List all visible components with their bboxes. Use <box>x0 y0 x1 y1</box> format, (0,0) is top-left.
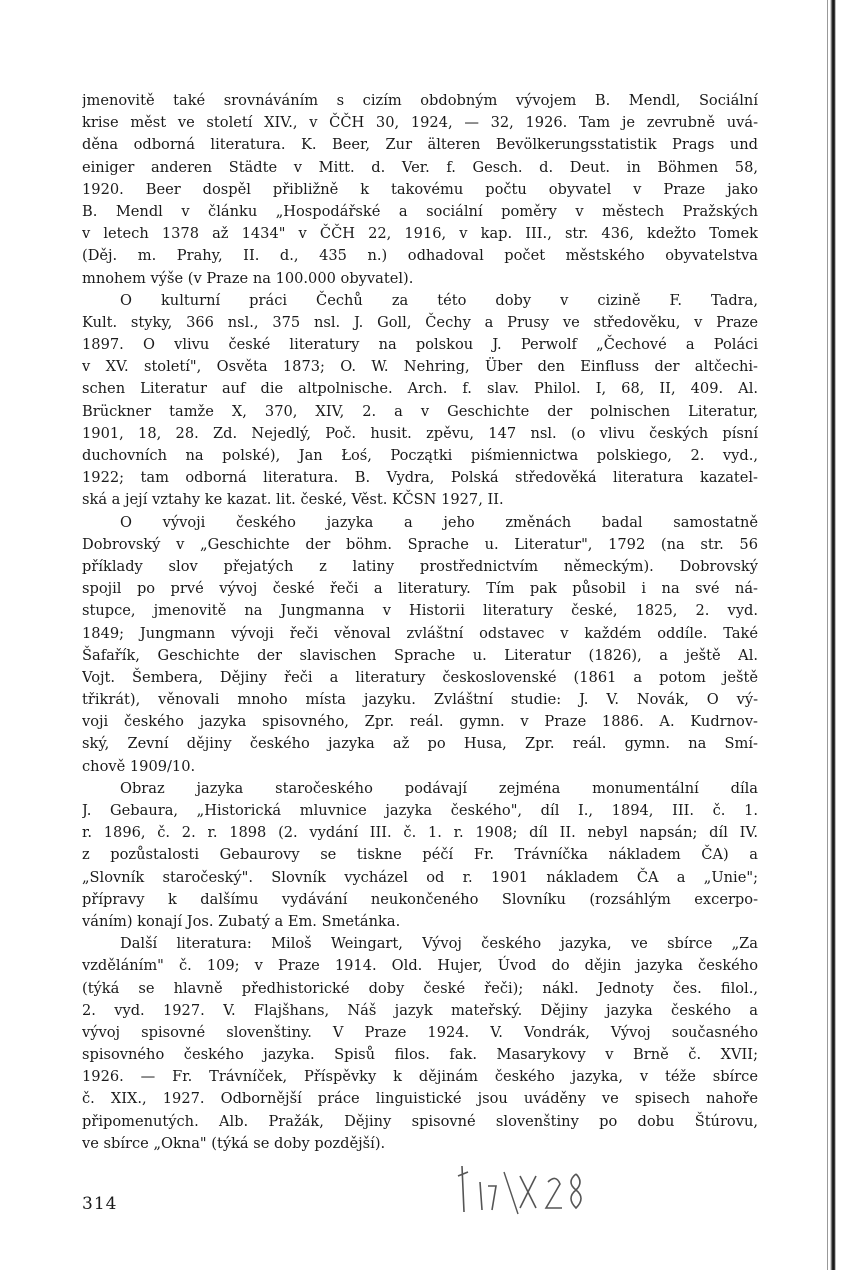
text-line: schen Literatur auf die altpolnische. Arch. f. slav. Philol. I, 68, II, 409. Al. <box>82 380 758 398</box>
text-line: 1901, 18, 28. Zd. Nejedlý, Poč. husit. zpěvu, 147 nsl. (o vlivu českých písní <box>82 424 758 442</box>
handwritten-date-mark <box>452 1152 592 1222</box>
text-line: J. Gebaura, „Historická mluvnice jazyka českého", díl I., 1894, III. č. 1. <box>82 802 758 819</box>
text-line: B. Mendl v článku „Hospodářské a sociální poměry v městech Pražských <box>82 202 758 220</box>
page-edge-line <box>827 0 828 1270</box>
text-line: „Slovník staročeský". Slovník vycházel od r. 1901 nákladem ČA a „Unie"; <box>82 868 758 886</box>
text-line: Vojt. Šembera, Dějiny řeči a literatury československé (1861 a potom ještě <box>82 668 758 686</box>
text-line: einiger anderen Städte v Mitt. d. Ver. f. Gesch. d. Deut. in Böhmen 58, <box>82 158 758 176</box>
text-line: r. 1896, č. 2. r. 1898 (2. vydání III. č. 1. r. 1908; díl II. nebyl napsán; díl IV. <box>82 824 758 842</box>
text-line: vzděláním" č. 109; v Praze 1914. Old. Hujer, Úvod do dějin jazyka českého <box>82 957 758 975</box>
text-line: ský, Zevní dějiny českého jazyka až po Husa, Zpr. reál. gymn. na Smí- <box>82 735 758 753</box>
text-line: Brückner tamže X, 370, XIV, 2. a v Geschichte der polnischen Literatur, <box>82 402 758 420</box>
page-edge-shadow <box>830 0 836 1270</box>
body-text <box>82 90 758 1155</box>
text-line: voji českého jazyka spisovného, Zpr. reál. gymn. v Praze 1886. A. Kudrnov- <box>82 713 758 731</box>
paragraph-start: Další literatura: Miloš Weingart, Vývoj českého jazyka, ve sbírce „Za <box>120 935 758 953</box>
text-line: 1897. O vlivu české literatury na polskou J. Perwolf „Čechové a Poláci <box>82 336 758 354</box>
text-line: připomenutých. Alb. Pražák, Dějiny spisovné slovenštiny po dobu Štúrovu, <box>82 1112 758 1130</box>
text-line: (týká se hlavně předhistorické doby české řeči); nákl. Jednoty čes. filol., <box>82 979 758 997</box>
text-line: 1922; tam odborná literatura. B. Vydra, Polská středověká literatura kazatel- <box>82 469 758 487</box>
text-line: z pozůstalosti Gebaurovy se tiskne péčí Fr. Trávníčka nákladem ČA) a <box>82 846 758 864</box>
text-line: děna odborná literatura. K. Beer, Zur älteren Bevölkerungsstatistik Prags und <box>82 136 758 154</box>
text-line: Kult. styky, 366 nsl., 375 nsl. J. Goll, Čechy a Prusy ve středověku, v Praze <box>82 313 758 331</box>
text-line: duchovních na polské), Jan Łoś, Początki piśmiennictwa polskiego, 2. vyd., <box>82 447 758 464</box>
text-line: spojil po prvé vývoj české řeči a literatury. Tím pak působil i na své ná- <box>82 580 758 598</box>
paragraph-start: O vývoji českého jazyka a jeho změnách badal samostatně <box>120 513 758 531</box>
text-line: v letech 1378 až 1434" v ČČH 22, 1916, v kap. III., str. 436, kdežto Tomek <box>82 225 758 243</box>
page-number: 314 <box>82 1194 118 1214</box>
text-line: chově 1909/10. <box>82 757 196 775</box>
text-line: třikrát), věnovali mnoho místa jazyku. Zvláštní studie: J. V. Novák, O vý- <box>82 691 758 709</box>
paragraph-start: O kulturní práci Čechů za této doby v cizině F. Tadra, <box>120 291 758 309</box>
text-line: váním) konají Jos. Zubatý a Em. Smetánka. <box>82 912 401 930</box>
text-line: č. XIX., 1927. Odbornější práce linguistické jsou uváděny ve spisech nahoře <box>82 1090 758 1108</box>
text-line: 1920. Beer dospěl přibližně k takovému počtu obyvatel v Praze jako <box>82 180 758 198</box>
text-line: Šafařík, Geschichte der slavischen Sprache u. Literatur (1826), a ještě Al. <box>82 646 758 664</box>
text-line: přípravy k dalšímu vydávání neukončeného Slovníku (rozsáhlým excerpo- <box>82 890 758 908</box>
text-line: spisovného českého jazyka. Spisů filos. fak. Masarykovy v Brně č. XVII; <box>82 1046 758 1064</box>
text-line: Dobrovský v „Geschichte der böhm. Sprache u. Literatur", 1792 (na str. 56 <box>82 535 758 553</box>
text-line: ve sbírce „Okna" (týká se doby pozdější). <box>82 1134 386 1152</box>
text-line: vývoj spisovné slovenštiny. V Praze 1924. V. Vondrák, Vývoj současného <box>82 1023 758 1041</box>
text-line: stupce, jmenovitě na Jungmanna v Historii literatury české, 1825, 2. vyd. <box>82 602 758 620</box>
text-line: 1849; Jungmann vývoji řeči věnoval zvláštní odstavec v každém oddíle. Také <box>82 624 758 642</box>
text-line: 1926. — Fr. Trávníček, Příspěvky k dějinám českého jazyka, v téže sbírce <box>82 1068 758 1086</box>
text-line: mnohem výše (v Praze na 100.000 obyvatel). <box>82 269 414 287</box>
text-line: ská a její vztahy ke kazat. lit. české, Věst. KČSN 1927, II. <box>82 491 504 509</box>
text-line: 2. vyd. 1927. V. Flajšhans, Náš jazyk mateřský. Dějiny jazyka českého a <box>82 1001 758 1019</box>
text-line: příklady slov přejatých z latiny prostřednictvím německým). Dobrovský <box>82 557 758 575</box>
text-line: (Děj. m. Prahy, II. d., 435 n.) odhadoval počet městského obyvatelstva <box>82 247 758 265</box>
text-line: jmenovitě také srovnáváním s cizím obdobným vývojem B. Mendl, Sociální <box>82 92 758 109</box>
paragraph-start: Obraz jazyka staročeského podávají zejména monumentální díla <box>120 779 758 797</box>
text-line: krise měst ve století XIV., v ČČH 30, 1924, — 32, 1926. Tam je zevrubně uvá- <box>82 114 758 132</box>
text-line: v XV. století", Osvěta 1873; O. W. Nehring, Über den Einfluss der altčechi- <box>82 358 758 376</box>
